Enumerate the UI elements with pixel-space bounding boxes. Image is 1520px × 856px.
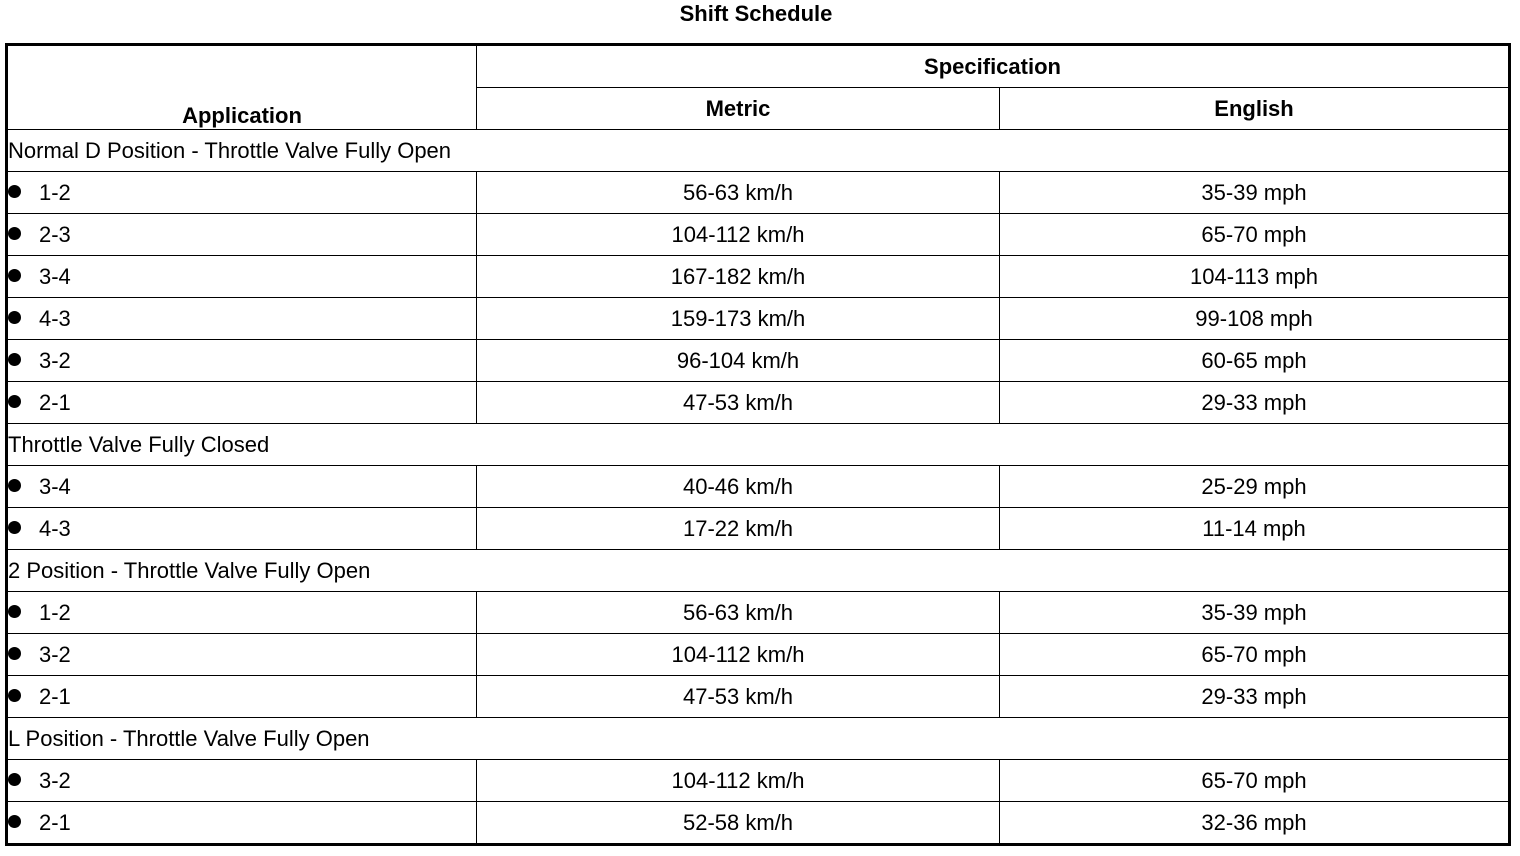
group-title: L Position - Throttle Valve Fully Open [7,718,1510,760]
application-cell [7,592,477,634]
bullet-icon [8,689,21,702]
english-cell: 29-33 mph [1000,382,1510,424]
metric-column-header: Metric [477,88,1000,130]
application-label: 3-2 [39,767,71,793]
metric-cell: 47-53 km/h [477,676,1000,718]
metric-cell: 56-63 km/h [477,172,1000,214]
english-cell: 25-29 mph [1000,466,1510,508]
bullet-icon [8,479,21,492]
bullet-icon [8,353,21,366]
english-cell: 11-14 mph [1000,508,1510,550]
table-row [7,634,1510,676]
application-cell [7,508,477,550]
metric-cell: 40-46 km/h [477,466,1000,508]
metric-cell: 104-112 km/h [477,760,1000,802]
application-label: 1-2 [39,179,71,205]
bullet-icon [8,647,21,660]
table-body [7,130,1510,845]
table-row [7,256,1510,298]
application-label: 3-4 [39,473,71,499]
group-row [7,424,1510,466]
application-label: 3-4 [39,263,71,289]
table-row [7,340,1510,382]
bullet-icon [8,311,21,324]
english-cell: 99-108 mph [1000,298,1510,340]
bullet-icon [8,605,21,618]
group-row [7,550,1510,592]
table-row [7,592,1510,634]
application-label: 4-3 [39,305,71,331]
bullet-icon [8,815,21,828]
table-row [7,298,1510,340]
application-cell [7,676,477,718]
english-cell: 60-65 mph [1000,340,1510,382]
english-cell: 65-70 mph [1000,634,1510,676]
shift-schedule-table [5,43,1511,846]
bullet-icon [8,269,21,282]
group-title: Normal D Position - Throttle Valve Fully Open [7,130,1510,172]
application-cell [7,802,477,845]
application-cell [7,382,477,424]
application-column-header: Application [7,45,477,130]
application-label: 2-3 [39,221,71,247]
application-label: 2-1 [39,389,71,415]
table-row [7,508,1510,550]
metric-cell: 96-104 km/h [477,340,1000,382]
application-cell [7,340,477,382]
application-label: 3-2 [39,347,71,373]
table-row [7,172,1510,214]
english-cell: 29-33 mph [1000,676,1510,718]
group-title: 2 Position - Throttle Valve Fully Open [7,550,1510,592]
bullet-icon [8,521,21,534]
application-cell [7,760,477,802]
english-cell: 35-39 mph [1000,172,1510,214]
application-cell [7,634,477,676]
metric-cell: 52-58 km/h [477,802,1000,845]
english-cell: 104-113 mph [1000,256,1510,298]
group-row [7,130,1510,172]
table-row [7,382,1510,424]
header-row [7,45,1510,88]
application-cell [7,214,477,256]
bullet-icon [8,185,21,198]
application-label: 2-1 [39,683,71,709]
application-cell [7,298,477,340]
english-cell: 65-70 mph [1000,214,1510,256]
metric-cell: 47-53 km/h [477,382,1000,424]
english-cell: 32-36 mph [1000,802,1510,845]
metric-cell: 104-112 km/h [477,214,1000,256]
group-title: Throttle Valve Fully Closed [7,424,1510,466]
table-header [7,45,1510,130]
specification-column-header: Specification [477,45,1510,88]
english-cell: 65-70 mph [1000,760,1510,802]
english-cell: 35-39 mph [1000,592,1510,634]
application-cell [7,172,477,214]
metric-cell: 17-22 km/h [477,508,1000,550]
english-column-header: English [1000,88,1510,130]
bullet-icon [8,773,21,786]
table-row [7,802,1510,845]
application-label: 4-3 [39,515,71,541]
metric-cell: 167-182 km/h [477,256,1000,298]
bullet-icon [8,395,21,408]
application-label: 2-1 [39,809,71,835]
application-label: 1-2 [39,599,71,625]
group-row [7,718,1510,760]
table-row [7,760,1510,802]
metric-cell: 56-63 km/h [477,592,1000,634]
application-cell [7,256,477,298]
metric-cell: 159-173 km/h [477,298,1000,340]
table-row [7,466,1510,508]
application-cell [7,466,477,508]
bullet-icon [8,227,21,240]
application-label: 3-2 [39,641,71,667]
table-row [7,676,1510,718]
metric-cell: 104-112 km/h [477,634,1000,676]
table-row [7,214,1510,256]
table-title: Shift Schedule [679,1,833,26]
